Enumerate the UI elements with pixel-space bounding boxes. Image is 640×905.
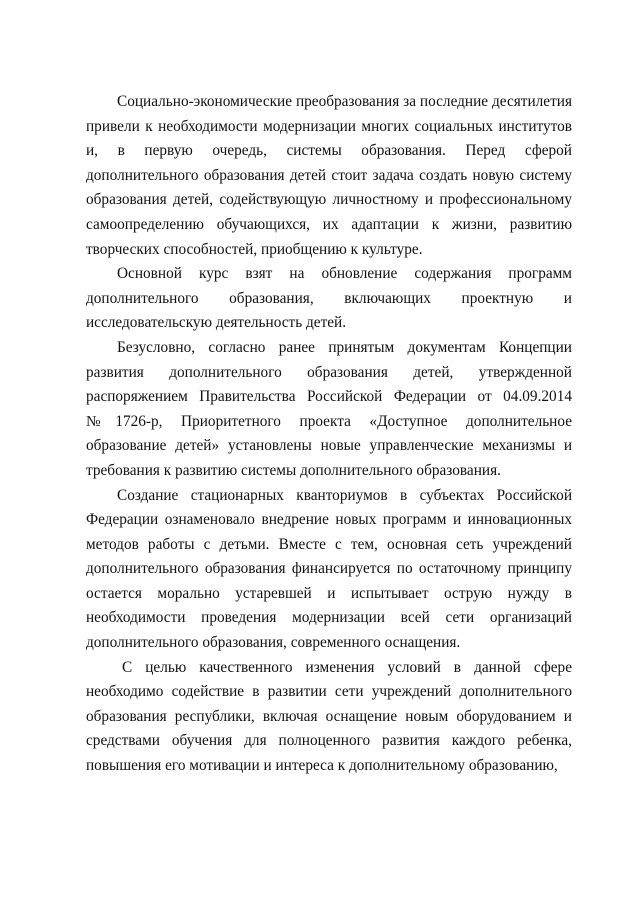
paragraph-5: С целью качественного изменения условий в данной сфере необходимо содействие в развитии сети учреждений дополнительного образования республики, включая оснащение новым оборудованием и средствами обучения для полноценного развития каждого ребенка, повышения его мотивации и интереса к дополнительному образованию,	[86, 658, 572, 775]
paragraph-2: Основной курс взят на обновление содержания программ дополнительного образования, включающих проектную и исследовательскую деятельность детей.	[86, 265, 572, 332]
paragraph-1: Социально-экономические преобразования за последние десятилетия привели к необходимости модернизации многих социальных институтов и, в первую очередь, системы образования. Перед сферой дополнительного образования детей стоит задача создать новую систему образования детей, содействующую личностному и профессиональному самоопределению обучающихся, их адаптации к жизни, развитию творческих способностей, приобщению к культуре.	[86, 93, 572, 258]
paragraph-4: Создание стационарных кванториумов в субъектах Российской Федерации ознаменовало внедрение новых программ и инновационных методов работы с детьми. Вместе с тем, основная сеть учреждений дополнительного образования финансируется по остаточному принципу остается морально устаревшей и испытывает острую нужду в необходимости проведения модернизации всей сети организаций дополнительного образования, современного оснащения.	[86, 486, 572, 652]
paragraph-3: Безусловно, согласно ранее принятым документам Концепции развития дополнительного образования детей, утвержденной распоряжением Правительства Российской Федерации от 04.09.2014 №1726-р, Приоритетного проекта «Доступное дополнительное образование детей» установлены новые управленческие механизмы и требования к развитию системы дополнительного образования.	[86, 338, 572, 479]
document-body	[86, 90, 572, 779]
